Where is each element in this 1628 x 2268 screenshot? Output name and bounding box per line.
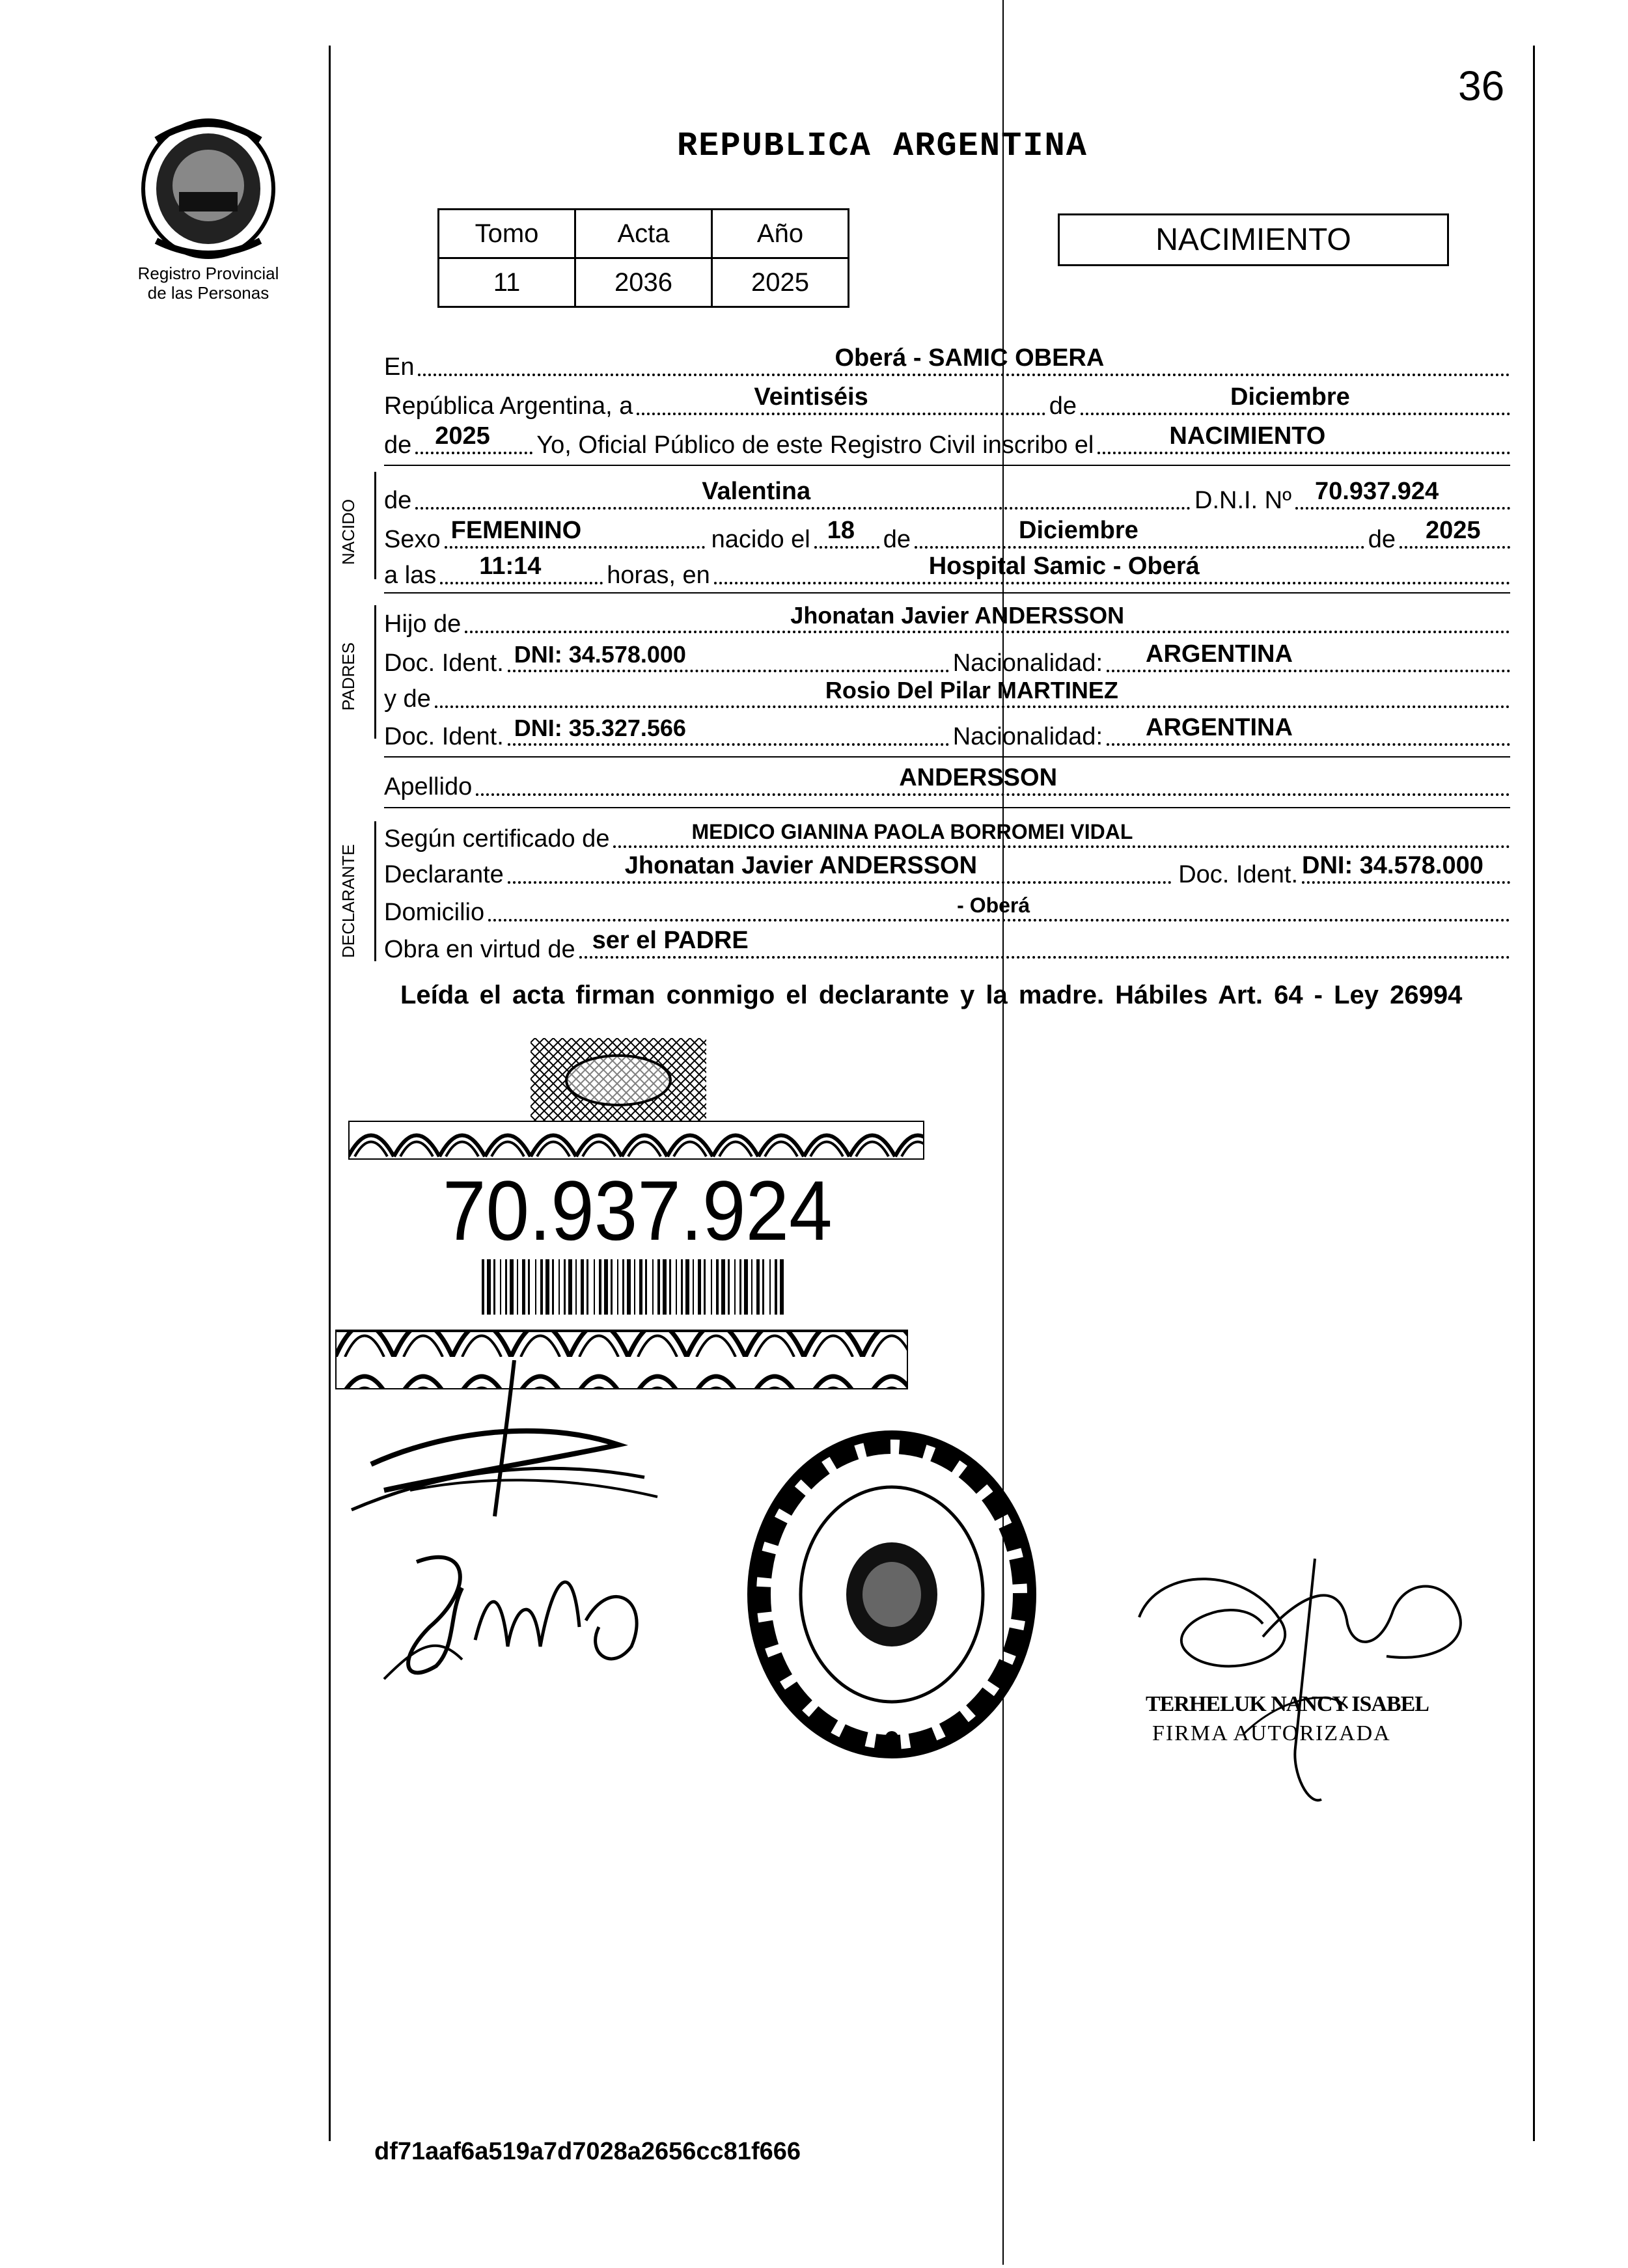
fold-line <box>1002 0 1004 2265</box>
row-nacido-hora <box>384 553 1510 590</box>
divider-2 <box>384 592 1510 594</box>
row-yde <box>384 677 1510 713</box>
birth-year-field <box>1400 517 1510 549</box>
doc-type-box: NACIMIENTO <box>1058 213 1449 266</box>
birth-month-field <box>915 517 1364 549</box>
mother-doc-label: Doc. Ident. <box>384 723 504 750</box>
obra-field <box>579 927 1510 959</box>
republica-label: República Argentina, a <box>384 392 633 420</box>
obra-label: Obra en virtud de <box>384 936 575 963</box>
acta-table <box>437 208 849 308</box>
birth-month-value: Diciembre <box>1019 517 1138 544</box>
father-value: Jhonatan Javier ANDERSSON <box>790 602 1125 629</box>
yde-label: y de <box>384 685 431 713</box>
closing-text: Leída el acta firman conmigo el declarante y la madre. Hábiles Art. 64 - Ley 26994 <box>400 981 1463 1009</box>
security-pattern-small-icon <box>531 1038 706 1123</box>
dni-field <box>1295 478 1510 510</box>
dni-value: 70.937.924 <box>1315 478 1439 505</box>
father-doc-value: DNI: 34.578.000 <box>514 641 686 668</box>
en-field <box>418 344 1510 376</box>
acta-value-ano: 2025 <box>712 258 849 307</box>
en-label: En <box>384 353 415 381</box>
mother-field <box>435 677 1510 708</box>
registry-line-1: Registro Provincial <box>137 264 279 283</box>
obra-value: ser el PADRE <box>592 927 749 954</box>
mother-nac-field <box>1107 714 1510 746</box>
sexo-label: Sexo <box>384 526 441 553</box>
document-hash: df71aaf6a519a7d7028a2656cc81f666 <box>374 2138 801 2165</box>
signer-role: FIRMA AUTORIZADA <box>1152 1721 1391 1745</box>
sexo-field <box>445 517 705 549</box>
row-nacido-name <box>384 478 1510 515</box>
day-value: Veintiséis <box>754 383 868 411</box>
signature-declarante-icon <box>345 1360 710 1523</box>
decl-field <box>508 852 1172 884</box>
place-value: Hospital Samic - Oberá <box>928 553 1200 580</box>
month-field <box>1081 383 1510 415</box>
declarante-bracket <box>374 821 376 961</box>
de-label: de <box>1049 392 1077 420</box>
registry-label <box>114 264 303 303</box>
father-doc-field <box>508 641 949 672</box>
event-field <box>1097 422 1510 454</box>
decl-doc-value: DNI: 34.578.000 <box>1302 852 1483 879</box>
event-value: NACIMIENTO <box>1169 422 1326 450</box>
signer-name: TERHELUK NANCY ISABEL <box>1146 1692 1429 1716</box>
decl-value: Jhonatan Javier ANDERSSON <box>624 852 978 879</box>
birth-day-value: 18 <box>827 517 855 544</box>
mother-nac-label: Nacionalidad: <box>952 723 1103 750</box>
acta-value-tomo: 11 <box>439 258 575 307</box>
registry-line-2: de las Personas <box>147 283 269 303</box>
horas-label: horas, en <box>607 562 710 589</box>
divider-3 <box>384 756 1510 758</box>
nacido-de2-label: de <box>883 526 911 553</box>
time-field <box>440 553 603 584</box>
page-number: 36 <box>1458 62 1505 109</box>
barcode-top-band-icon <box>348 1121 924 1160</box>
dom-value: - Oberá <box>957 894 1030 917</box>
section-declarante-label: DECLARANTE <box>338 844 358 958</box>
row-year <box>384 423 1510 459</box>
apellido-field <box>476 764 1510 796</box>
father-nac-label: Nacionalidad: <box>952 649 1103 677</box>
country-title: REPUBLICA ARGENTINA <box>677 127 1088 165</box>
dom-label: Domicilio <box>384 899 485 926</box>
row-mother-doc <box>384 715 1510 751</box>
divider-4 <box>384 807 1510 808</box>
padres-bracket <box>374 605 376 739</box>
alas-label: a las <box>384 562 437 589</box>
birth-year-value: 2025 <box>1426 517 1481 544</box>
acta-header-ano: Año <box>712 210 849 258</box>
row-en <box>384 345 1510 381</box>
cert-label: Según certificado de <box>384 825 610 853</box>
name-field <box>415 478 1191 510</box>
decl-label: Declarante <box>384 861 504 888</box>
signature-madre-icon <box>378 1549 664 1692</box>
acta-header-acta: Acta <box>575 210 712 258</box>
month-value: Diciembre <box>1230 383 1350 411</box>
time-value: 11:14 <box>479 553 542 580</box>
en-value: Oberá - SAMIC OBERA <box>835 344 1105 372</box>
section-nacido-label: NACIDO <box>338 499 358 565</box>
apellido-label: Apellido <box>384 773 473 800</box>
apellido-value: ANDERSSON <box>899 764 1058 791</box>
de2-label: de <box>384 431 412 459</box>
official-stamp-icon <box>742 1428 1042 1767</box>
right-margin-line <box>1533 46 1535 2141</box>
dom-field <box>488 894 1510 922</box>
father-doc-label: Doc. Ident. <box>384 649 504 677</box>
row-obra <box>384 927 1510 964</box>
yo-text: Yo, Oficial Público de este Registro Civil inscribo el <box>536 431 1094 459</box>
row-certificado <box>384 817 1510 853</box>
mother-doc-field <box>508 715 949 746</box>
row-father-doc <box>384 641 1510 677</box>
nacido-de-label: de <box>384 487 412 514</box>
dni-label: D.N.I. Nº <box>1194 487 1291 514</box>
day-field <box>637 383 1045 415</box>
cert-field <box>613 820 1510 848</box>
year-value: 2025 <box>435 422 490 450</box>
row-declarante <box>384 853 1510 889</box>
mother-doc-value: DNI: 35.327.566 <box>514 715 686 741</box>
cert-value: MEDICO GIANINA PAOLA BORROMEI VIDAL <box>691 820 1133 843</box>
signature-oficial-icon <box>1133 1552 1465 1812</box>
row-republica <box>384 384 1510 420</box>
decl-doc-label: Doc. Ident. <box>1178 861 1298 888</box>
sexo-value: FEMENINO <box>450 517 582 544</box>
row-domicilio <box>384 890 1510 927</box>
section-padres-label: PADRES <box>338 642 358 711</box>
left-margin-line <box>329 46 331 2141</box>
row-apellido <box>384 765 1510 801</box>
hijo-label: Hijo de <box>384 610 462 638</box>
barcode-number: 70.937.924 <box>443 1163 833 1258</box>
name-value: Valentina <box>702 478 811 505</box>
province-seal-icon <box>130 114 286 264</box>
father-field <box>465 602 1510 633</box>
decl-doc-field <box>1302 852 1510 884</box>
mother-nac-value: ARGENTINA <box>1146 714 1293 741</box>
nacido-el-label: nacido el <box>711 526 810 553</box>
nacido-bracket <box>374 472 376 579</box>
row-hijo <box>384 602 1510 638</box>
nacido-de3-label: de <box>1368 526 1396 553</box>
mother-value: Rosio Del Pilar MARTINEZ <box>825 677 1118 704</box>
acta-value-acta: 2036 <box>575 258 712 307</box>
father-nac-field <box>1107 640 1510 672</box>
row-nacido-sexo <box>384 517 1510 554</box>
father-nac-value: ARGENTINA <box>1146 640 1293 668</box>
year-field <box>415 422 532 454</box>
place-field <box>714 553 1510 584</box>
divider-1 <box>384 465 1510 466</box>
birth-day-field <box>814 517 879 549</box>
acta-header-tomo: Tomo <box>439 210 575 258</box>
